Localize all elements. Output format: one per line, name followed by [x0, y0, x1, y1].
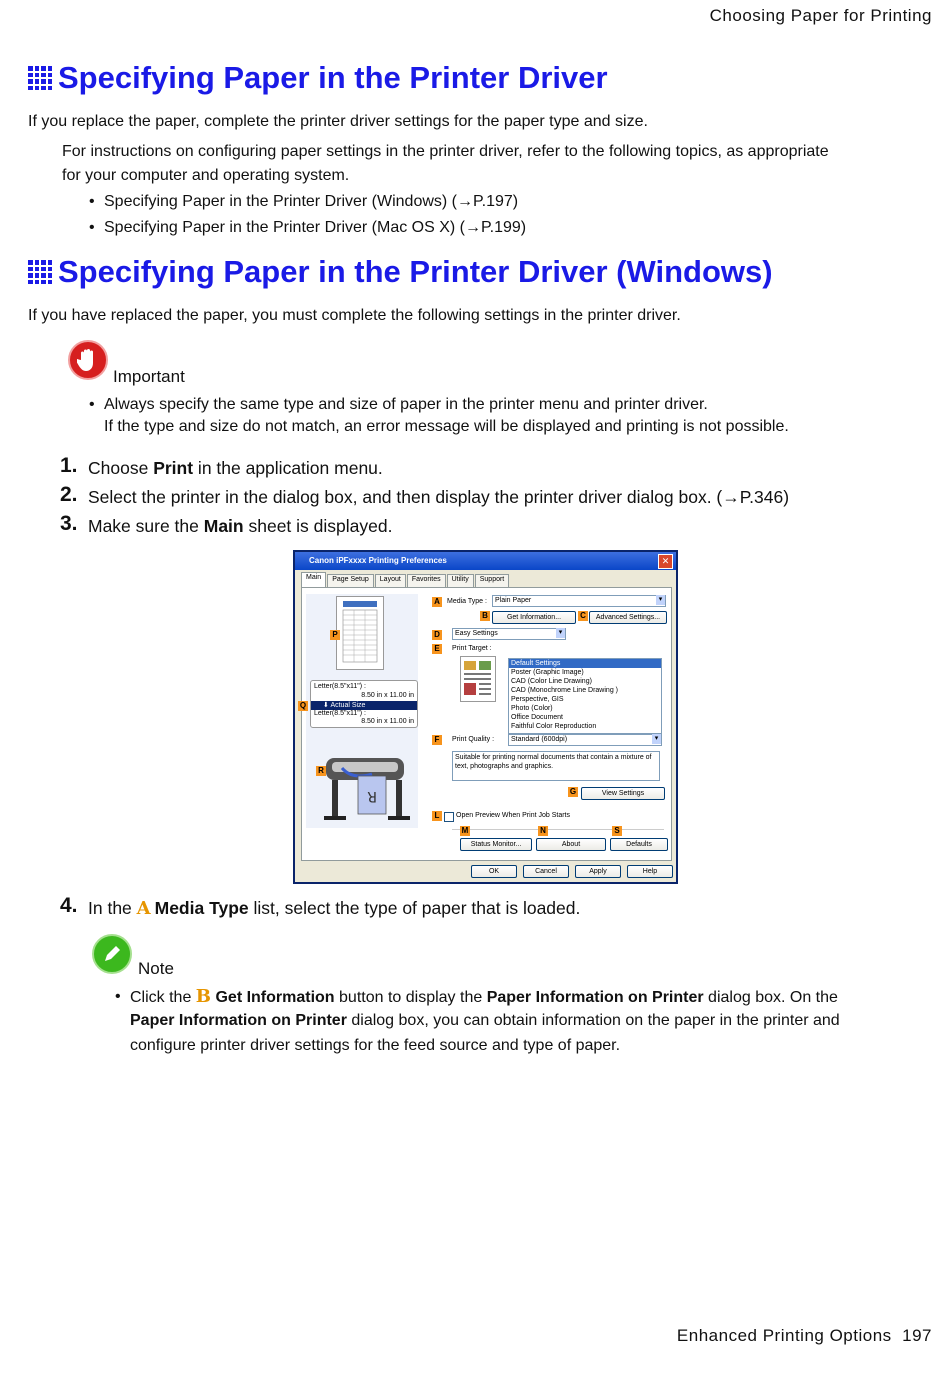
note-bold: Get Information: [215, 989, 335, 1006]
tab-support[interactable]: Support: [475, 574, 510, 587]
callout-c: C: [578, 611, 588, 621]
section1-intro: If you replace the paper, complete the printer driver settings for the paper type and size.: [28, 113, 648, 130]
get-information-button[interactable]: Get Information...: [492, 611, 576, 624]
main-sheet-panel: [301, 587, 672, 861]
step-bold: Main: [203, 516, 244, 536]
dialog-tabs: [301, 574, 510, 587]
callout-g: G: [569, 787, 577, 796]
page-preview-image: [336, 596, 384, 670]
note-text: Click the: [130, 989, 196, 1006]
callout-a: A: [432, 597, 442, 607]
note-line3: configure printer driver settings for the feed source and type of paper.: [130, 1037, 621, 1054]
list-item[interactable]: CAD (Color Line Drawing): [511, 678, 592, 685]
callout-s: S: [612, 826, 622, 836]
note-text: button to display the: [334, 989, 487, 1006]
note-line1: [130, 985, 838, 1010]
running-footer: [677, 1326, 932, 1346]
callout-e: E: [432, 644, 442, 654]
step-text: in the application menu.: [193, 458, 383, 478]
callout-p: P: [330, 630, 340, 640]
callout-m: M: [461, 826, 469, 835]
step-4: [60, 894, 581, 921]
step-bold: Media Type: [154, 898, 249, 918]
callout-r: R: [316, 766, 326, 776]
divider: [452, 829, 664, 830]
cancel-button[interactable]: Cancel: [523, 865, 569, 878]
defaults-button[interactable]: Defaults: [610, 838, 668, 851]
about-button[interactable]: About: [536, 838, 606, 851]
important-hand-icon: [68, 340, 108, 380]
size-line: 8.50 in x 11.00 in: [361, 692, 414, 699]
tab-page-setup[interactable]: Page Setup: [327, 574, 374, 587]
apply-button[interactable]: Apply: [575, 865, 621, 878]
note-text: dialog box. On the: [703, 989, 838, 1006]
callout-letter: A: [136, 898, 151, 919]
important-title: Important: [113, 367, 185, 386]
step-text: Make sure the: [88, 516, 204, 536]
callout-q: Q: [299, 701, 307, 710]
actual-size-row[interactable]: [311, 701, 417, 710]
size-line: Letter(8.5"x11") :: [314, 683, 366, 690]
section-grid-icon: [28, 66, 52, 90]
list-item[interactable]: Default Settings: [509, 659, 661, 668]
print-target-thumbnail: [460, 656, 496, 702]
quality-description-box: Suitable for printing normal documents that contain a mixture of text, photographs and graphics.: [452, 751, 660, 781]
link-mac[interactable]: • Specifying Paper in the Printer Driver (Mac OS X) (→P.199): [104, 216, 526, 240]
ok-button[interactable]: OK: [471, 865, 517, 878]
step-text: Select the printer in the dialog box, and then display the printer driver dialog box. (→P.346): [88, 487, 790, 507]
running-header: Choosing Paper for Printing: [709, 6, 932, 25]
step-number: 3.: [60, 512, 78, 535]
section1-instructions-line2: for your computer and operating system.: [62, 167, 350, 184]
media-type-label: Media Type :: [447, 598, 487, 605]
step-text: list, select the type of paper that is loaded.: [248, 898, 581, 918]
media-type-select[interactable]: Plain Paper ▾: [492, 595, 666, 607]
callout-l: L: [432, 811, 442, 821]
section-title-windows: [28, 254, 773, 290]
callout-letter: B: [195, 986, 212, 1007]
page-number: 197: [902, 1326, 932, 1345]
print-quality-label: Print Quality :: [452, 736, 495, 743]
step-text: Choose: [88, 458, 154, 478]
section-title-text: Specifying Paper in the Printer Driver: [58, 60, 608, 95]
link-windows[interactable]: • Specifying Paper in the Printer Driver (Windows) (→P.197): [104, 190, 518, 214]
advanced-settings-button[interactable]: Advanced Settings...: [589, 611, 667, 624]
section2-intro: If you have replaced the paper, you must complete the following settings in the printer driver.: [28, 307, 681, 324]
printer-illustration: [312, 738, 416, 826]
step-text: sheet is displayed.: [243, 516, 393, 536]
note-bold: Paper Information on Printer: [130, 1012, 347, 1029]
tab-layout[interactable]: Layout: [375, 574, 406, 587]
step-3: [60, 512, 393, 538]
step-2: [60, 483, 790, 509]
paper-size-box: [310, 680, 418, 728]
note-line2: [130, 1009, 840, 1033]
help-button[interactable]: Help: [627, 865, 673, 878]
step-number: 4.: [60, 894, 78, 917]
tab-favorites[interactable]: Favorites: [407, 574, 446, 587]
callout-n: N: [538, 826, 548, 836]
step-text: In the: [88, 898, 137, 918]
actual-size-label: Actual Size: [330, 702, 366, 709]
print-quality-select[interactable]: Standard (600dpi) ▾: [508, 734, 662, 746]
note-bold: Paper Information on Printer: [486, 989, 704, 1006]
tab-utility[interactable]: Utility: [447, 574, 474, 587]
list-item[interactable]: Faithful Color Reproduction: [511, 723, 597, 730]
dialog-title: Canon iPFxxxx Printing Preferences: [309, 556, 447, 565]
step-1: [60, 454, 383, 480]
preview-checkbox[interactable]: [444, 812, 454, 822]
section1-instructions-line1: For instructions on configuring paper settings in the printer driver, refer to the following topics, as appropriate: [62, 143, 829, 160]
important-line2: If the type and size do not match, an error message will be displayed and printing is not possible.: [104, 418, 789, 435]
arrow-down-icon: ⬇: [323, 702, 331, 709]
list-item[interactable]: CAD (Monochrome Line Drawing ): [511, 687, 618, 694]
dialog-titlebar: [295, 552, 676, 570]
section-grid-icon: [28, 260, 52, 284]
section-title-specifying-paper: [28, 60, 608, 96]
size-line: Letter(8.5"x11") :: [314, 710, 366, 717]
note-text: dialog box, you can obtain information on the paper in the printer and: [346, 1012, 840, 1029]
step-number: 2.: [60, 483, 78, 506]
status-monitor-button[interactable]: Status Monitor...: [460, 838, 532, 851]
step-bold: Print: [153, 458, 194, 478]
svg-text:R: R: [367, 788, 377, 804]
preview-checkbox-label: Open Preview When Print Job Starts: [456, 812, 570, 819]
view-settings-button[interactable]: View Settings: [581, 787, 665, 800]
easy-settings-select[interactable]: Easy Settings ▾: [452, 628, 566, 640]
list-item[interactable]: Photo (Color): [511, 705, 553, 712]
footer-title: Enhanced Printing Options: [676, 1326, 892, 1345]
callout-b: B: [480, 611, 490, 621]
important-line1: • Always specify the same type and size of paper in the printer menu and printer driver.: [104, 393, 708, 417]
close-icon[interactable]: ✕: [658, 554, 673, 569]
list-item[interactable]: Office Document: [511, 714, 564, 721]
note-pencil-icon: [92, 934, 132, 974]
callout-d: D: [432, 630, 442, 640]
print-target-label: Print Target :: [452, 645, 492, 652]
tab-main[interactable]: Main: [301, 572, 326, 587]
section-title-text: Specifying Paper in the Printer Driver (Windows): [58, 254, 773, 289]
list-item[interactable]: Poster (Graphic Image): [511, 669, 584, 676]
print-target-list[interactable]: [508, 658, 662, 734]
callout-f: F: [432, 735, 442, 745]
step-number: 1.: [60, 454, 78, 477]
printing-preferences-dialog: [293, 550, 678, 884]
note-title: Note: [138, 959, 174, 978]
list-item[interactable]: Perspective, GIS: [511, 696, 564, 703]
size-line: 8.50 in x 11.00 in: [361, 718, 414, 725]
